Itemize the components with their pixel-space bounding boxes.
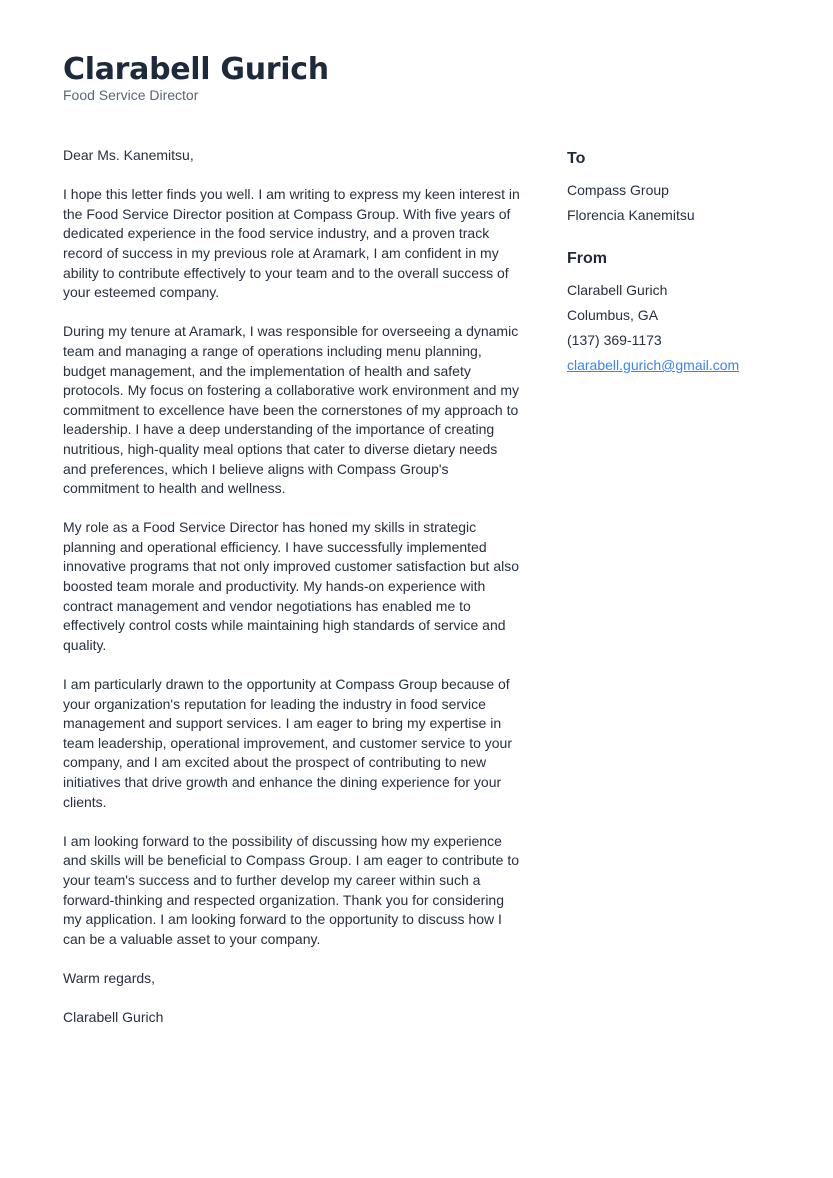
sender-job-title: Food Service Director <box>63 87 199 103</box>
letter-paragraph-3: My role as a Food Service Director has honed my skills in strategic planning and operational efficiency. I have successfully implemented innovative programs that not only improved customer satisfaction but also boosted team morale and productivity. My hands-on experience with contract management and vendor negotiations has enabled me to effectively control costs while maintaining high standards of service and quality. <box>63 519 520 653</box>
letter-paragraph-1: I hope this letter finds you well. I am writing to express my keen interest in the Food Service Director position at Compass Group. With five years of dedicated experience in the food service industry, and a proven track record of success in my previous role at Aramark, I am confident in my ability to contribute effectively to your team and to the overall success of your esteemed company. <box>63 186 520 301</box>
sender-name-heading: Clarabell Gurich <box>63 52 329 87</box>
recipient-company: Compass Group <box>567 182 669 198</box>
from-heading: From <box>567 250 607 267</box>
letter-paragraph-4: I am particularly drawn to the opportunity at Compass Group because of your organization's reputation for leading the industry in food service management and support services. I am eager to bring my expertise in team leadership, operational improvement, and customer service to your company, and I am excited about the prospect of contributing to new initiatives that drive growth and enhance the dining experience for your clients. <box>63 676 512 810</box>
sender-name: Clarabell Gurich <box>567 282 668 298</box>
letter-signature: Clarabell Gurich <box>63 1009 164 1026</box>
letter-greeting: Dear Ms. Kanemitsu, <box>63 147 194 163</box>
sender-section <box>567 248 797 378</box>
letter-header <box>63 52 329 104</box>
letter-paragraph-2: During my tenure at Aramark, I was responsible for overseeing a dynamic team and managing a range of operations including menu planning, budget management, and the implementation of health and safety protocols. My focus on fostering a collaborative work environment and my commitment to excellence have been the cornerstones of my approach to leadership. I have a deep understanding of the importance of creating nutritious, high-quality meal options that cater to diverse dietary needs and preferences, which I believe aligns with Compass Group's commitment to health and wellness. <box>63 323 519 497</box>
sender-phone: (137) 369-1173 <box>567 332 662 348</box>
letter-body <box>63 146 523 1047</box>
sender-email-link[interactable]: clarabell.gurich@gmail.com <box>567 357 740 373</box>
sender-location: Columbus, GA <box>567 307 659 323</box>
recipient-name: Florencia Kanemitsu <box>567 207 695 223</box>
letter-closing: Warm regards, <box>63 969 156 986</box>
recipient-section <box>567 148 797 228</box>
contact-sidebar <box>567 146 797 378</box>
letter-paragraph-5: I am looking forward to the possibility of discussing how my experience and skills will be beneficial to Compass Group. I am eager to contribute to your team's success and to further develop my career within such a forward-thinking and respected organization. Thank you for considering my application. I am looking forward to the opportunity to discuss how I can be a valuable asset to your company. <box>63 832 520 947</box>
to-heading: To <box>567 150 586 167</box>
